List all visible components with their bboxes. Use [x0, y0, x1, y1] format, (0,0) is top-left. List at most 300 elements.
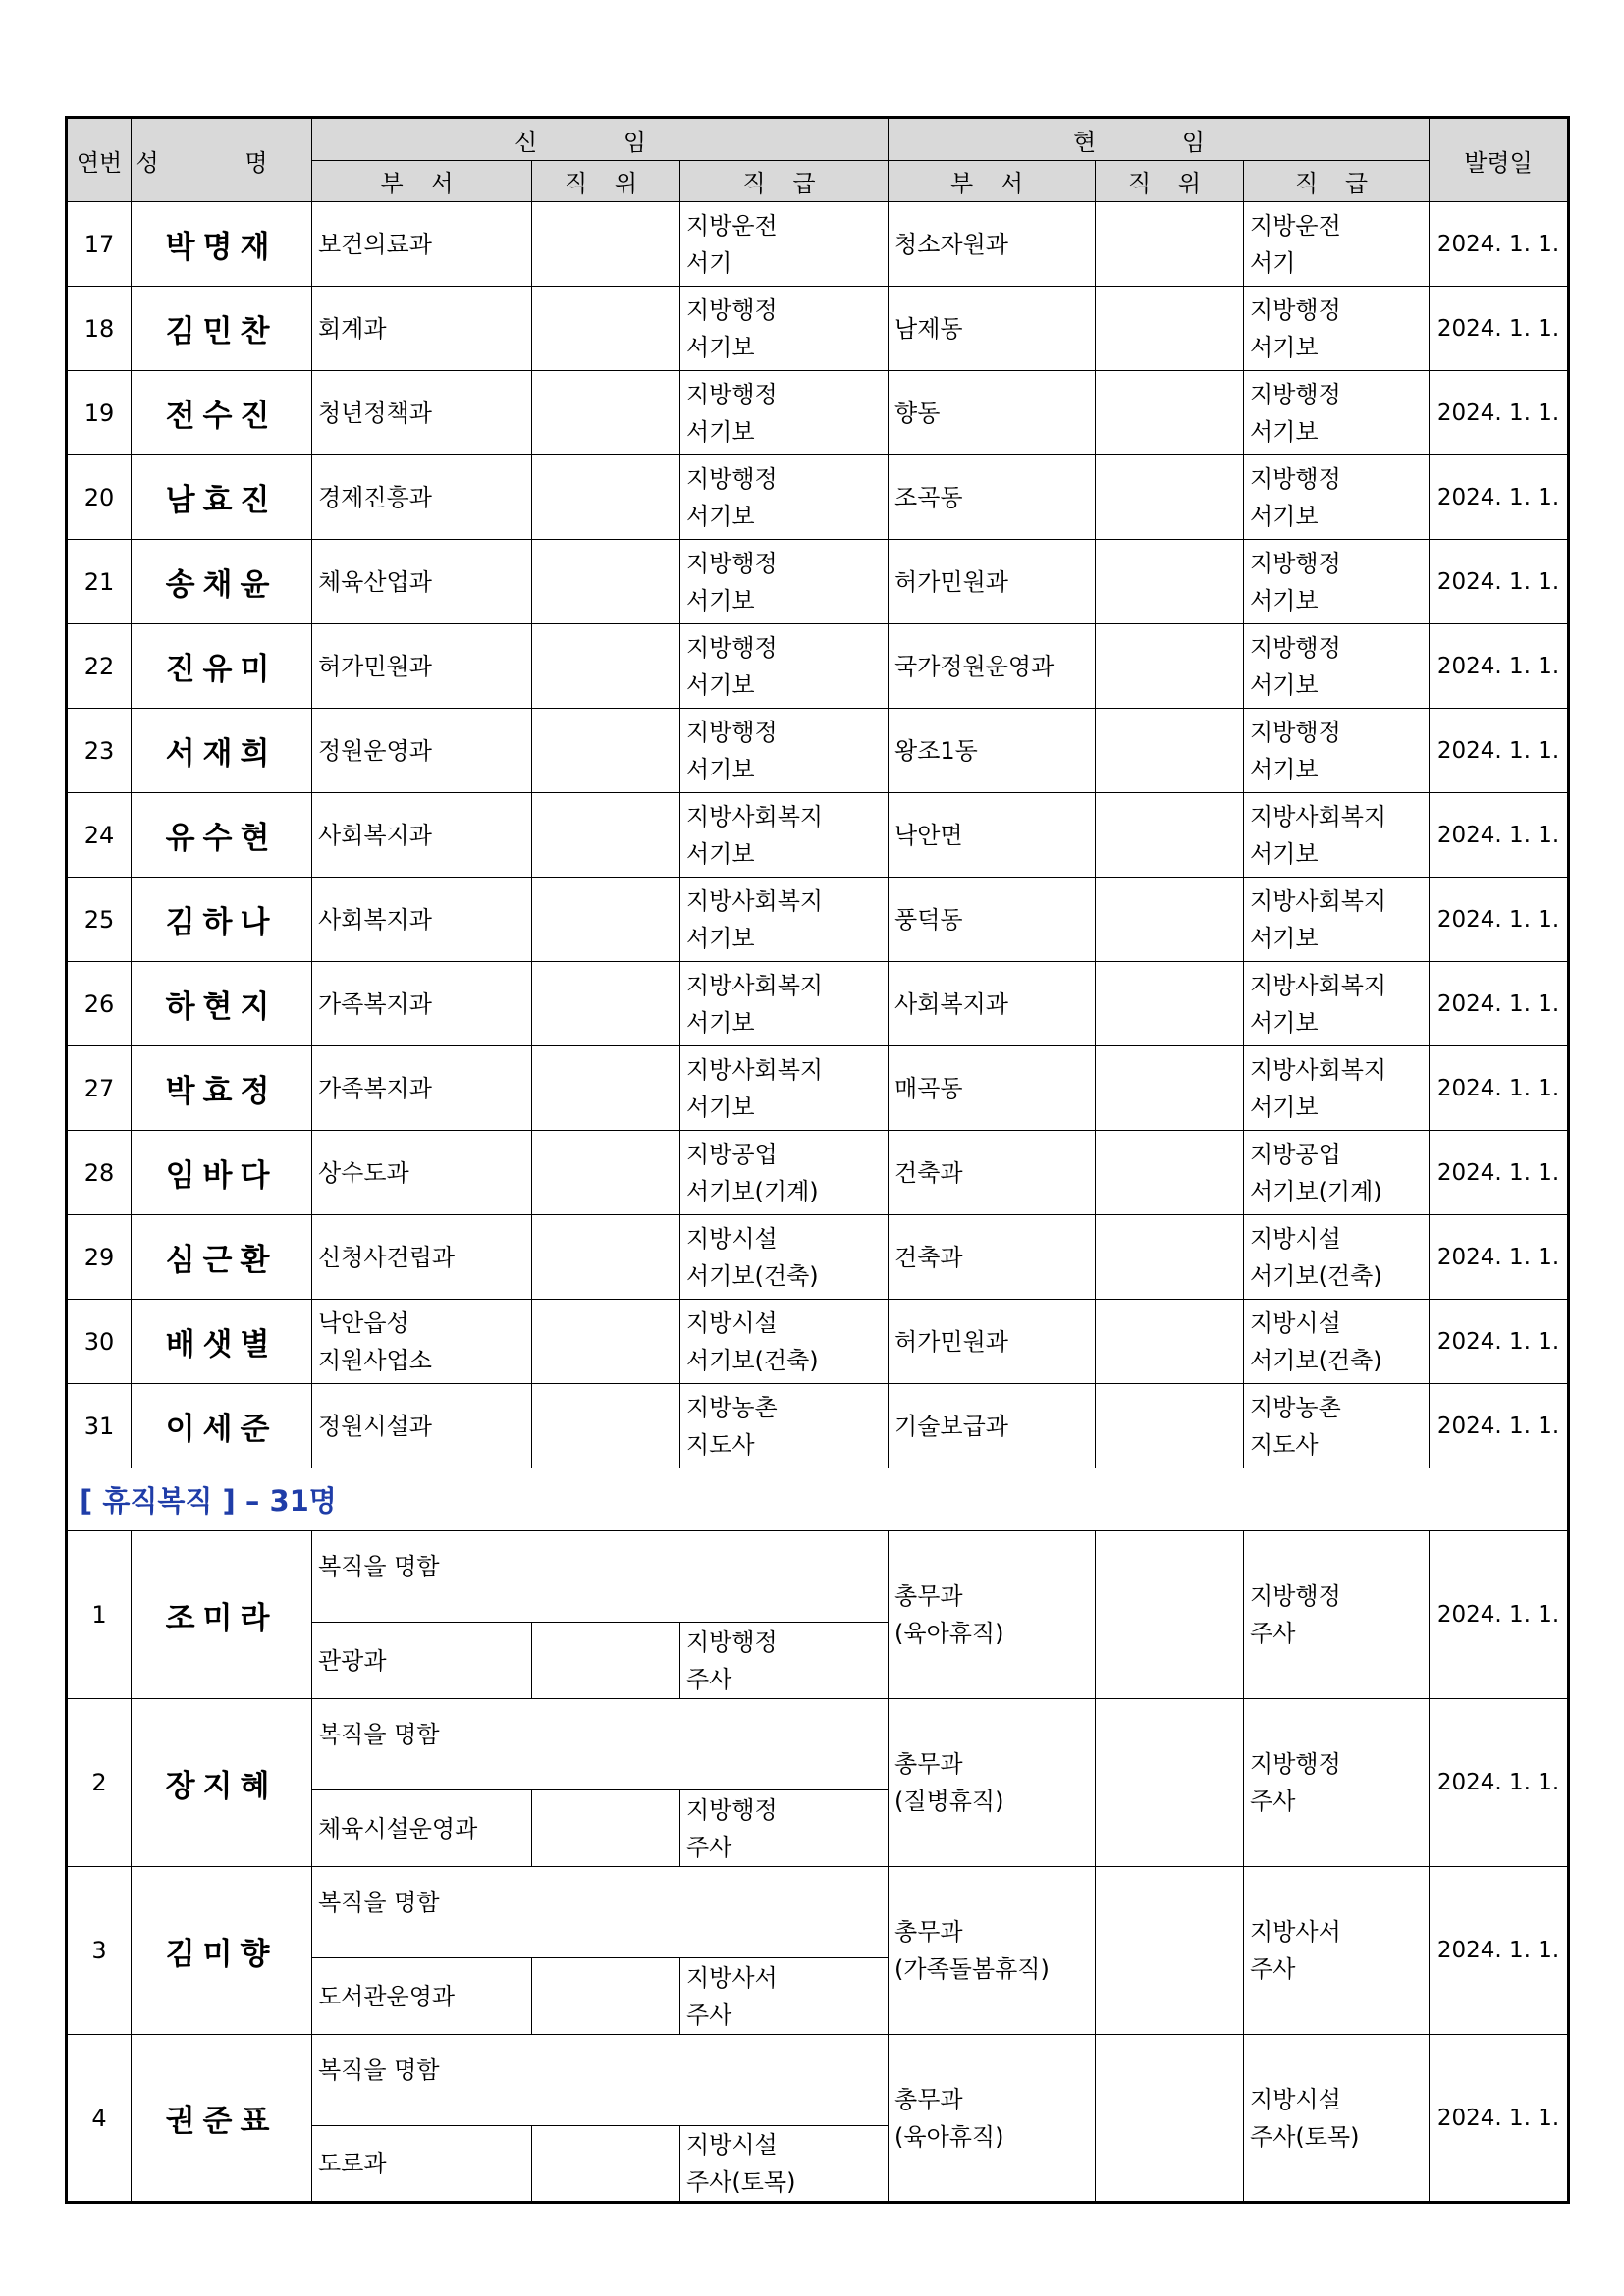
employee-name: 권준표 [132, 2035, 312, 2203]
order-date: 2024. 1. 1. [1430, 709, 1569, 793]
new-grade-line: 서기보 [686, 1008, 755, 1037]
header-no: 연번 [67, 118, 132, 202]
current-grade-line: 지방시설 [1250, 1308, 1341, 1337]
current-department [889, 1131, 1096, 1215]
current-department [889, 1300, 1096, 1384]
new-grade-line: 지방시설 [686, 1224, 778, 1253]
new-grade-line: 주사 [686, 1665, 732, 1693]
new-grade-line: 지방사회복지 [686, 802, 824, 830]
current-grade-line: 주사 [1250, 1788, 1296, 1815]
current-grade-line: 서기보(건축) [1250, 1261, 1382, 1290]
current-grade-line: 서기보 [1250, 417, 1319, 446]
new-grade [680, 287, 889, 371]
table-row [67, 1215, 1569, 1300]
new-grade-line: 서기보 [686, 502, 755, 530]
order-date: 2024. 1. 1. [1430, 1300, 1569, 1384]
table-row [67, 878, 1569, 962]
current-department-line: 국가정원운영과 [894, 652, 1055, 680]
current-department-line: 허가민원과 [894, 567, 1008, 596]
current-department-line: 총무과 [894, 2085, 963, 2113]
new-grade-line: 서기보 [686, 670, 755, 699]
current-grade-line: 서기보 [1250, 1008, 1319, 1037]
order-date: 2024. 1. 1. [1430, 1131, 1569, 1215]
reinstatement-order: 복직을 명함 [312, 2035, 889, 2126]
current-grade-line: 지도사 [1250, 1430, 1319, 1459]
current-grade-line: 서기보 [1250, 924, 1319, 952]
current-position [1096, 962, 1244, 1046]
reinstatement-section [67, 1468, 1569, 1531]
employee-name: 송채윤 [132, 540, 312, 624]
table-row [67, 709, 1569, 793]
current-grade [1244, 1531, 1430, 1699]
table-row [67, 202, 1569, 287]
new-position [532, 1046, 680, 1131]
new-grade [680, 1790, 889, 1867]
new-grade-line: 지방행정 [686, 718, 778, 746]
new-grade-line: 주사(토목) [686, 2168, 796, 2196]
table-row [67, 793, 1569, 878]
new-department: 허가민원과 [312, 624, 532, 709]
current-grade-line: 지방사회복지 [1250, 1055, 1387, 1084]
new-grade-line: 주사 [686, 1833, 732, 1861]
current-position [1096, 1300, 1244, 1384]
new-position [532, 1623, 680, 1699]
current-grade-line: 서기보 [1250, 755, 1319, 783]
new-grade-line: 지방행정 [686, 295, 778, 324]
current-grade-line: 지방행정 [1250, 380, 1341, 408]
current-department [889, 709, 1096, 793]
current-grade [1244, 2035, 1430, 2203]
row-number: 22 [67, 624, 132, 709]
current-grade-line: 서기보 [1250, 333, 1319, 361]
current-department-line: (육아휴직) [894, 2122, 1004, 2151]
new-position [532, 624, 680, 709]
new-department: 도서관운영과 [312, 1958, 532, 2035]
new-grade-line: 지방공업 [686, 1140, 778, 1168]
current-position [1096, 287, 1244, 371]
new-grade-line: 지방행정 [686, 633, 778, 662]
current-grade-line: 지방사회복지 [1250, 971, 1387, 999]
new-grade-line: 지방행정 [686, 380, 778, 408]
current-grade-line: 서기보(건축) [1250, 1346, 1382, 1374]
current-grade [1244, 624, 1430, 709]
table-row [67, 1131, 1569, 1215]
order-date: 2024. 1. 1. [1430, 878, 1569, 962]
table-header [67, 118, 1569, 202]
table-row [67, 624, 1569, 709]
order-date: 2024. 1. 1. [1430, 1215, 1569, 1300]
new-grade-line: 서기보 [686, 1093, 755, 1121]
current-grade-line: 주사(토목) [1250, 2122, 1360, 2151]
new-grade-line: 주사 [686, 2001, 732, 2029]
header-current-dept: 부 서 [889, 161, 1096, 202]
row-number: 3 [67, 1867, 132, 2035]
new-position [532, 455, 680, 540]
row-number: 24 [67, 793, 132, 878]
current-department [889, 793, 1096, 878]
reinstatement-order: 복직을 명함 [312, 1531, 889, 1623]
section-title: [ 휴직복직 ] – 31명 [67, 1468, 1569, 1531]
header-new-group: 신 임 [312, 118, 889, 161]
current-grade [1244, 878, 1430, 962]
row-number: 28 [67, 1131, 132, 1215]
new-grade [680, 878, 889, 962]
new-position [532, 1384, 680, 1468]
row-number: 27 [67, 1046, 132, 1131]
new-department: 청년정책과 [312, 371, 532, 455]
current-department-line: 낙안면 [894, 821, 963, 849]
table-row [67, 371, 1569, 455]
new-position [532, 371, 680, 455]
current-grade [1244, 1046, 1430, 1131]
table-row [67, 1531, 1569, 1623]
new-grade-line: 서기보 [686, 755, 755, 783]
new-grade-line: 서기보 [686, 333, 755, 361]
current-grade-line: 서기보 [1250, 670, 1319, 699]
transfer-rows [67, 202, 1569, 1468]
new-department: 가족복지과 [312, 1046, 532, 1131]
employee-name: 김미향 [132, 1867, 312, 2035]
current-position [1096, 2035, 1244, 2203]
new-grade [680, 962, 889, 1046]
employee-name: 박명재 [132, 202, 312, 287]
current-department [889, 202, 1096, 287]
current-grade-line: 지방행정 [1250, 1582, 1341, 1610]
header-new-dept: 부 서 [312, 161, 532, 202]
new-department: 사회복지과 [312, 793, 532, 878]
new-grade [680, 1623, 889, 1699]
employee-name: 이세준 [132, 1384, 312, 1468]
new-grade-line: 지방운전 [686, 211, 778, 240]
new-department: 회계과 [312, 287, 532, 371]
current-grade-line: 지방행정 [1250, 1750, 1341, 1778]
new-grade-line: 지방행정 [686, 464, 778, 493]
employee-name: 남효진 [132, 455, 312, 540]
current-department [889, 371, 1096, 455]
new-department: 체육시설운영과 [312, 1790, 532, 1867]
current-department-line: (가족돌봄휴직) [894, 1955, 1050, 1983]
new-grade-line: 지방행정 [686, 1628, 778, 1656]
new-grade-line: 지방사회복지 [686, 971, 824, 999]
new-grade [680, 540, 889, 624]
current-grade [1244, 540, 1430, 624]
order-date: 2024. 1. 1. [1430, 371, 1569, 455]
new-position [532, 1790, 680, 1867]
order-date: 2024. 1. 1. [1430, 202, 1569, 287]
current-grade-line: 서기보 [1250, 839, 1319, 868]
table-row [67, 287, 1569, 371]
current-grade [1244, 962, 1430, 1046]
current-position [1096, 540, 1244, 624]
new-department: 사회복지과 [312, 878, 532, 962]
table-row [67, 1300, 1569, 1384]
current-grade-line: 지방시설 [1250, 1224, 1341, 1253]
current-grade-line: 서기보 [1250, 1093, 1319, 1121]
current-grade-line: 지방사회복지 [1250, 886, 1387, 915]
current-grade-line: 지방행정 [1250, 464, 1341, 493]
header-date: 발령일 [1430, 118, 1569, 202]
current-department [889, 878, 1096, 962]
new-grade [680, 1131, 889, 1215]
employee-name: 배샛별 [132, 1300, 312, 1384]
order-date: 2024. 1. 1. [1430, 1867, 1569, 2035]
new-position [532, 1215, 680, 1300]
new-position [532, 1300, 680, 1384]
new-department [312, 1300, 532, 1384]
current-department-line: 총무과 [894, 1582, 963, 1610]
current-department-line: 총무과 [894, 1750, 963, 1778]
current-grade [1244, 287, 1430, 371]
current-grade-line: 서기보 [1250, 502, 1319, 530]
employee-name: 김민찬 [132, 287, 312, 371]
row-number: 23 [67, 709, 132, 793]
current-grade-line: 주사 [1250, 1620, 1296, 1647]
current-department [889, 624, 1096, 709]
new-department: 경제진흥과 [312, 455, 532, 540]
new-grade-line: 지방사회복지 [686, 886, 824, 915]
order-date: 2024. 1. 1. [1430, 624, 1569, 709]
current-position [1096, 1046, 1244, 1131]
current-department-line: 사회복지과 [894, 989, 1008, 1018]
new-grade [680, 1300, 889, 1384]
current-position [1096, 878, 1244, 962]
new-grade-line: 지방사회복지 [686, 1055, 824, 1084]
current-position [1096, 1699, 1244, 1867]
current-department-line: 풍덕동 [894, 905, 963, 934]
new-department: 체육산업과 [312, 540, 532, 624]
reinstatement-rows [67, 1531, 1569, 2203]
row-number: 20 [67, 455, 132, 540]
current-department [889, 1384, 1096, 1468]
current-department [889, 1699, 1096, 1867]
current-grade [1244, 1215, 1430, 1300]
current-grade-line: 지방사서 [1250, 1918, 1341, 1946]
current-position [1096, 624, 1244, 709]
employee-name: 유수현 [132, 793, 312, 878]
new-position [532, 2126, 680, 2203]
current-grade-line: 지방행정 [1250, 718, 1341, 746]
current-grade [1244, 1300, 1430, 1384]
order-date: 2024. 1. 1. [1430, 1699, 1569, 1867]
new-position [532, 878, 680, 962]
new-department: 정원시설과 [312, 1384, 532, 1468]
employee-name: 조미라 [132, 1531, 312, 1699]
current-department [889, 1046, 1096, 1131]
new-position [532, 962, 680, 1046]
table-row [67, 2035, 1569, 2126]
new-grade-line: 서기보 [686, 839, 755, 868]
new-grade-line: 지방시설 [686, 2131, 778, 2159]
order-date: 2024. 1. 1. [1430, 540, 1569, 624]
new-grade [680, 1384, 889, 1468]
new-department: 가족복지과 [312, 962, 532, 1046]
new-grade-line: 서기보(건축) [686, 1261, 819, 1290]
current-department [889, 287, 1096, 371]
current-grade [1244, 1867, 1430, 2035]
row-number: 29 [67, 1215, 132, 1300]
current-department-line: 기술보급과 [894, 1412, 1008, 1440]
current-department-line: (육아휴직) [894, 1620, 1004, 1647]
new-department-line: 지원사업소 [318, 1346, 432, 1374]
new-position [532, 793, 680, 878]
table-row [67, 1867, 1569, 1958]
current-position [1096, 1867, 1244, 2035]
current-grade [1244, 1131, 1430, 1215]
new-position [532, 709, 680, 793]
new-grade-line: 지방시설 [686, 1308, 778, 1337]
current-department-line: 남제동 [894, 314, 963, 343]
employee-name: 서재희 [132, 709, 312, 793]
current-grade [1244, 1699, 1430, 1867]
new-grade [680, 2126, 889, 2203]
current-grade-line: 서기 [1250, 248, 1296, 277]
current-department-line: 매곡동 [894, 1074, 963, 1102]
current-position [1096, 371, 1244, 455]
order-date: 2024. 1. 1. [1430, 2035, 1569, 2203]
row-number: 18 [67, 287, 132, 371]
current-grade [1244, 1384, 1430, 1468]
row-number: 26 [67, 962, 132, 1046]
row-number: 2 [67, 1699, 132, 1867]
order-date: 2024. 1. 1. [1430, 793, 1569, 878]
current-grade-line: 지방행정 [1250, 549, 1341, 577]
reinstatement-order: 복직을 명함 [312, 1699, 889, 1790]
row-number: 31 [67, 1384, 132, 1468]
current-department [889, 1215, 1096, 1300]
order-date: 2024. 1. 1. [1430, 287, 1569, 371]
current-department [889, 962, 1096, 1046]
new-department: 관광과 [312, 1623, 532, 1699]
new-grade-line: 지방행정 [686, 549, 778, 577]
current-department-line: 건축과 [894, 1158, 963, 1187]
current-grade [1244, 793, 1430, 878]
new-grade-line: 서기보 [686, 924, 755, 952]
current-department-line: 총무과 [894, 1918, 963, 1946]
current-department-line: 건축과 [894, 1243, 963, 1271]
current-department [889, 2035, 1096, 2203]
new-grade-line: 서기보 [686, 586, 755, 614]
current-department-line: 향동 [894, 399, 941, 427]
new-grade [680, 371, 889, 455]
row-number: 25 [67, 878, 132, 962]
current-department-line: 조곡동 [894, 483, 963, 511]
new-grade-line: 서기보(기계) [686, 1177, 819, 1205]
current-position [1096, 793, 1244, 878]
order-date: 2024. 1. 1. [1430, 455, 1569, 540]
row-number: 4 [67, 2035, 132, 2203]
table-row [67, 540, 1569, 624]
current-grade-line: 지방농촌 [1250, 1393, 1341, 1421]
current-department [889, 1867, 1096, 2035]
order-date: 2024. 1. 1. [1430, 1384, 1569, 1468]
employee-name: 하현지 [132, 962, 312, 1046]
employee-name: 박효정 [132, 1046, 312, 1131]
new-department: 정원운영과 [312, 709, 532, 793]
new-position [532, 1131, 680, 1215]
header-current-position: 직 위 [1096, 161, 1244, 202]
employee-name: 김하나 [132, 878, 312, 962]
current-department [889, 455, 1096, 540]
current-grade-line: 서기보 [1250, 586, 1319, 614]
current-position [1096, 455, 1244, 540]
row-number: 21 [67, 540, 132, 624]
current-position [1096, 1531, 1244, 1699]
order-date: 2024. 1. 1. [1430, 1531, 1569, 1699]
current-grade-line: 주사 [1250, 1955, 1296, 1983]
current-grade-line: 지방사회복지 [1250, 802, 1387, 830]
new-grade-line: 서기 [686, 248, 732, 277]
current-grade-line: 서기보(기계) [1250, 1177, 1382, 1205]
header-current-group: 현 임 [889, 118, 1430, 161]
current-department-line: 청소자원과 [894, 230, 1008, 258]
table-row [67, 1384, 1569, 1468]
new-grade [680, 1215, 889, 1300]
new-grade [680, 1046, 889, 1131]
table-row [67, 455, 1569, 540]
new-grade [680, 793, 889, 878]
reinstatement-order: 복직을 명함 [312, 1867, 889, 1958]
header-new-grade: 직 급 [680, 161, 889, 202]
new-grade [680, 455, 889, 540]
new-grade [680, 709, 889, 793]
current-grade-line: 지방행정 [1250, 633, 1341, 662]
current-department-line: (질병휴직) [894, 1788, 1004, 1815]
new-department-line: 낙안읍성 [318, 1308, 409, 1337]
table-row [67, 962, 1569, 1046]
employee-name: 진유미 [132, 624, 312, 709]
header-name: 성 명 [132, 118, 312, 202]
current-grade [1244, 455, 1430, 540]
new-department: 상수도과 [312, 1131, 532, 1215]
new-department: 신청사건립과 [312, 1215, 532, 1300]
order-date: 2024. 1. 1. [1430, 962, 1569, 1046]
new-grade-line: 지방사서 [686, 1963, 778, 1992]
current-department-line: 왕조1동 [894, 736, 978, 765]
table-row [67, 1046, 1569, 1131]
current-grade-line: 지방운전 [1250, 211, 1341, 240]
current-position [1096, 1215, 1244, 1300]
new-grade [680, 1958, 889, 2035]
new-grade-line: 서기보 [686, 417, 755, 446]
new-grade-line: 지도사 [686, 1430, 755, 1459]
current-position [1096, 1131, 1244, 1215]
new-grade-line: 서기보(건축) [686, 1346, 819, 1374]
row-number: 1 [67, 1531, 132, 1699]
current-grade [1244, 202, 1430, 287]
row-number: 30 [67, 1300, 132, 1384]
new-position [532, 1958, 680, 2035]
current-position [1096, 709, 1244, 793]
employee-name: 임바다 [132, 1131, 312, 1215]
current-grade-line: 지방공업 [1250, 1140, 1341, 1168]
row-number: 17 [67, 202, 132, 287]
current-position [1096, 1384, 1244, 1468]
new-grade [680, 202, 889, 287]
new-grade-line: 지방농촌 [686, 1393, 778, 1421]
employee-name: 장지혜 [132, 1699, 312, 1867]
table-row [67, 1699, 1569, 1790]
current-department [889, 1531, 1096, 1699]
current-grade-line: 지방행정 [1250, 295, 1341, 324]
employee-name: 전수진 [132, 371, 312, 455]
new-department: 보건의료과 [312, 202, 532, 287]
new-position [532, 540, 680, 624]
personnel-order-table [65, 116, 1570, 2204]
current-grade [1244, 371, 1430, 455]
new-department: 도로과 [312, 2126, 532, 2203]
header-new-position: 직 위 [532, 161, 680, 202]
header-current-grade: 직 급 [1244, 161, 1430, 202]
